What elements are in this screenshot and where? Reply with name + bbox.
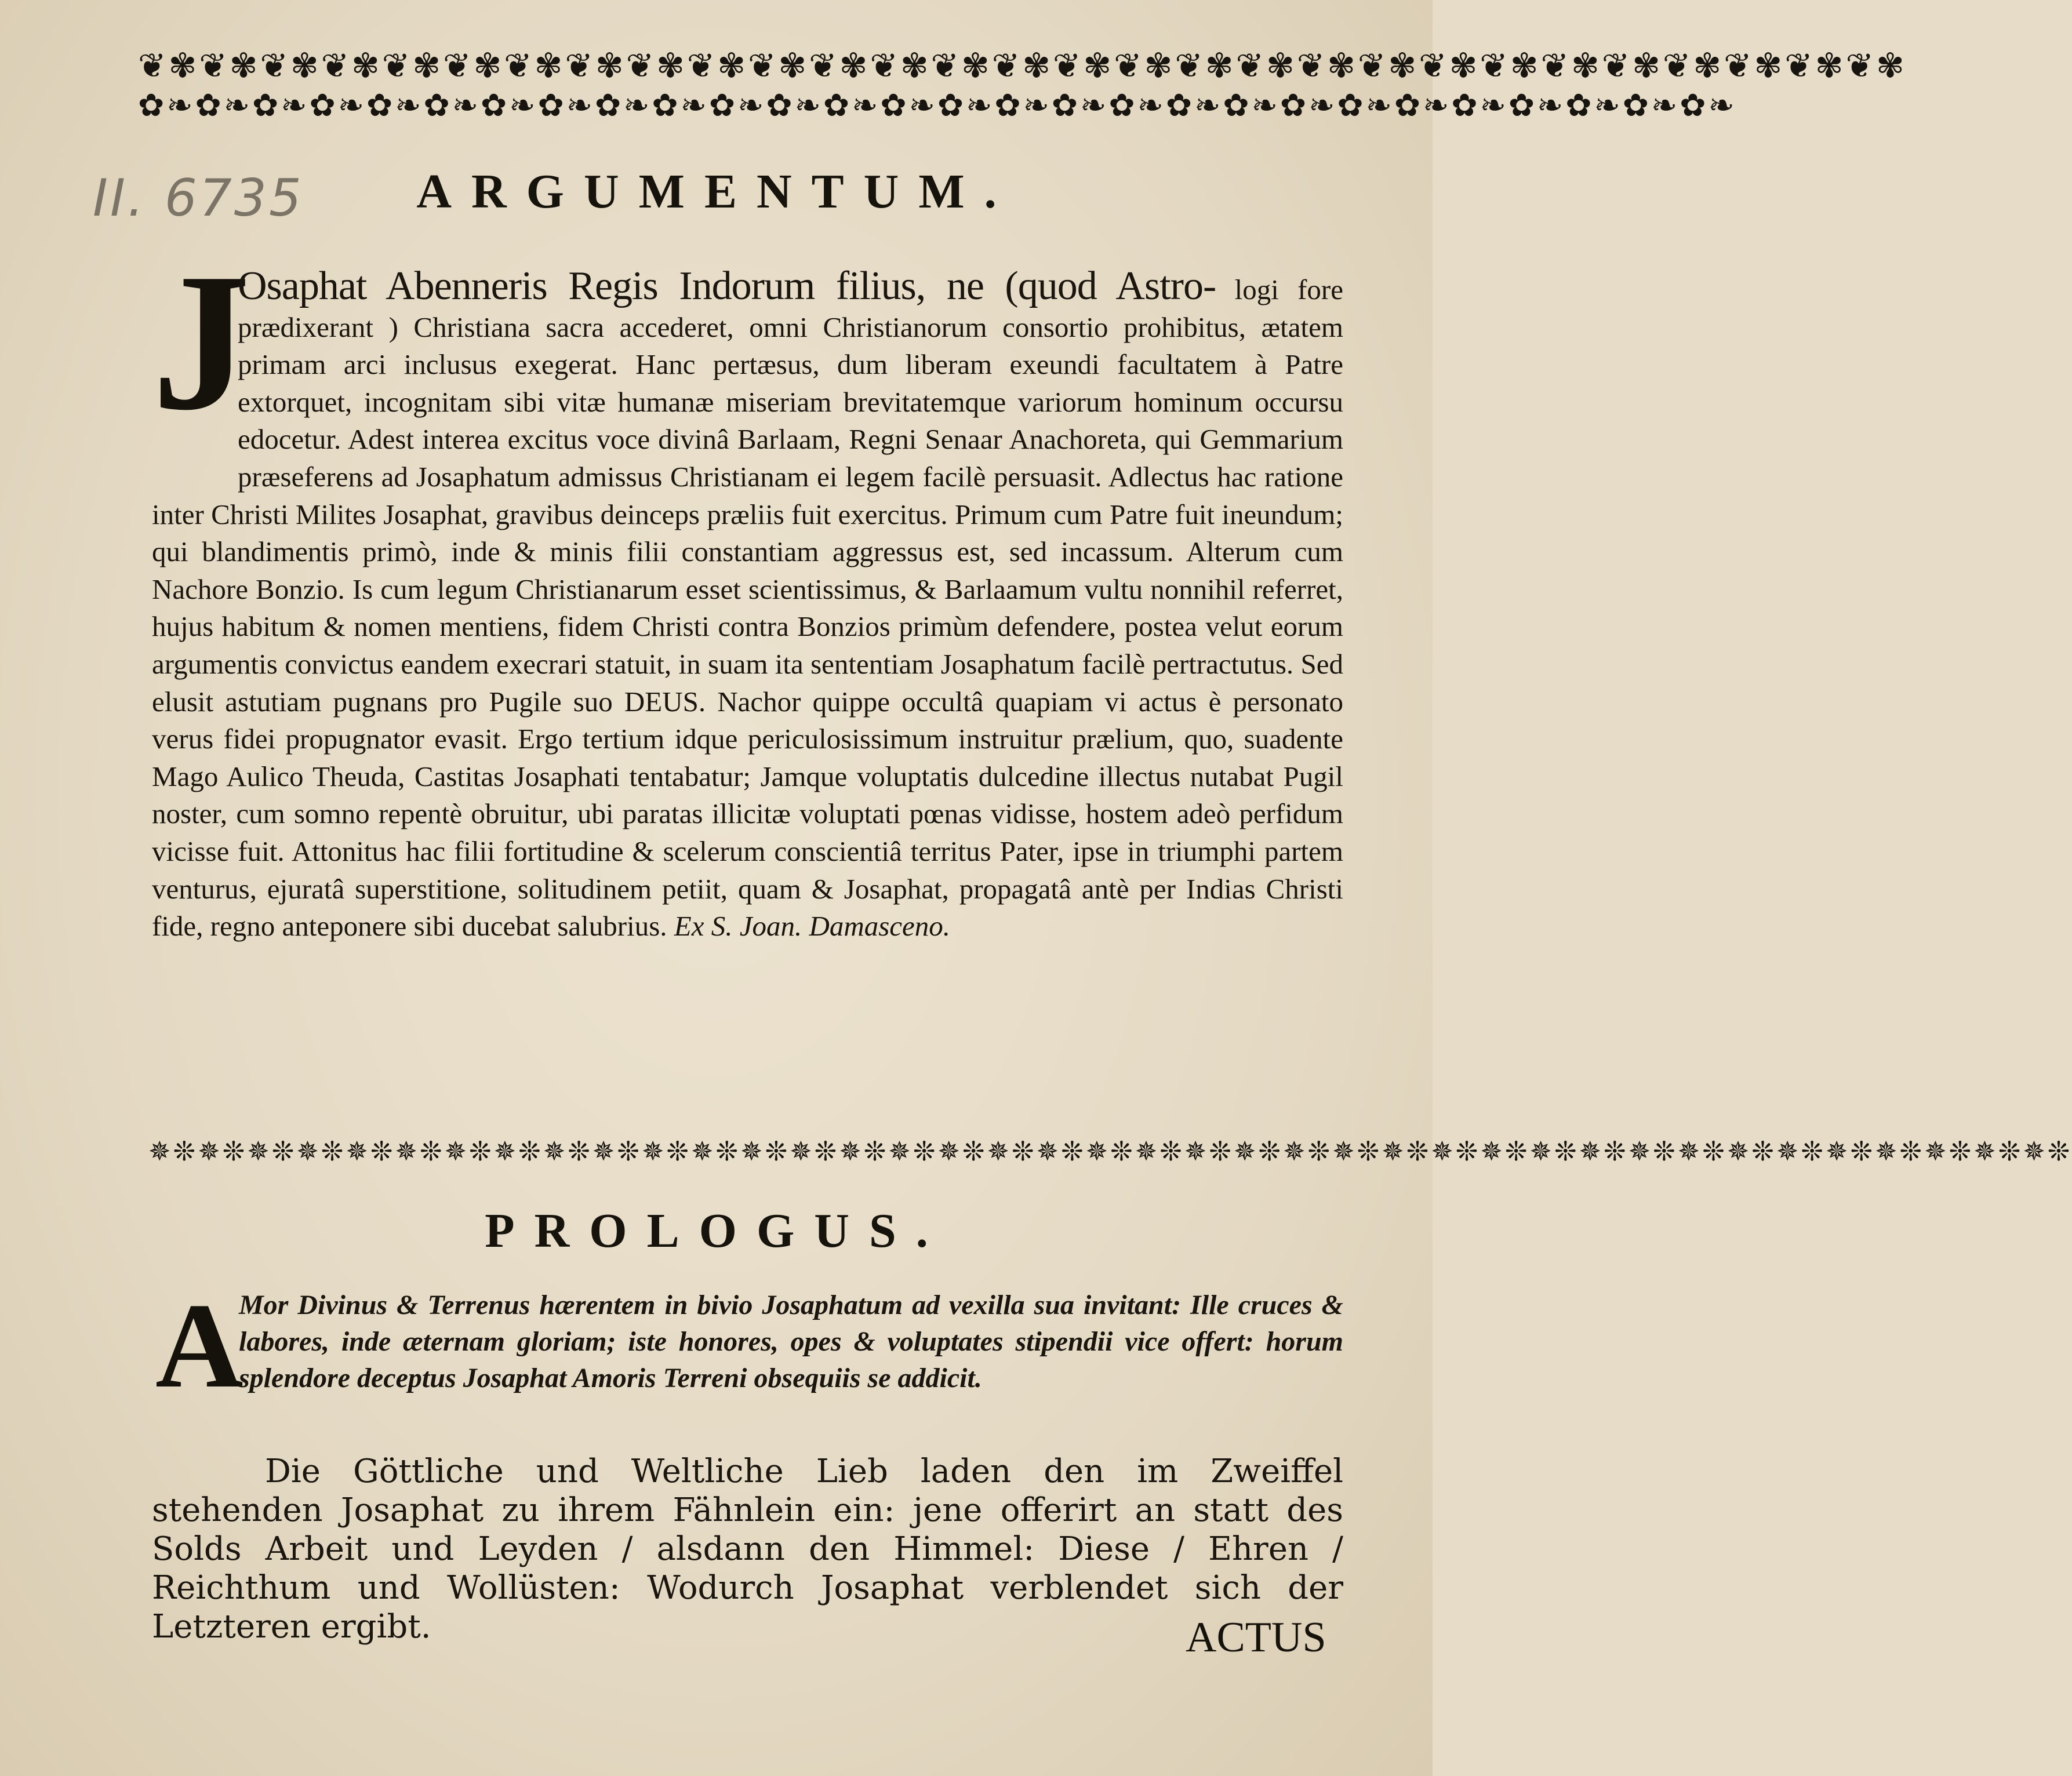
top-ornament-band: ❦✾❦✾❦✾❦✾❦✾❦✾❦✾❦✾❦✾❦✾❦✾❦✾❦✾❦✾❦✾❦✾❦✾❦✾❦✾❦✾❦✾❦✾❦✾❦✾❦✾❦✾❦✾❦✾❦✾: [138, 46, 1907, 85]
handwritten-shelfmark: II. 6735: [93, 168, 304, 228]
argumentum-lead-line: Osaphat Abenneris Regis Indorum filius, ne (quod Astro-: [238, 264, 1216, 308]
prologus-drop-cap: A: [155, 1279, 243, 1413]
second-ornament-band: ✿❧✿❧✿❧✿❧✿❧✿❧✿❧✿❧✿❧✿❧✿❧✿❧✿❧✿❧✿❧✿❧✿❧✿❧✿❧✿❧✿❧✿❧✿❧✿❧✿❧✿❧✿❧✿❧: [138, 87, 1737, 123]
argumentum-paragraph: [152, 264, 1343, 945]
argumentum-drop-cap: J: [152, 232, 250, 451]
section-divider-ornament: ✵❊✵❊✵❊✵❊✵❊✵❊✵❊✵❊✵❊✵❊✵❊✵❊✵❊✵❊✵❊✵❊✵❊✵❊✵❊✵❊✵❊✵❊✵❊✵❊✵❊✵❊✵❊✵❊✵❊✵❊✵❊✵❊✵❊✵❊✵❊✵❊✵❊✵❊✵❊: [148, 1136, 2072, 1167]
prologus-latin-text: Mor Divinus & Terrenus hærentem in bivio Josaphatum ad vexilla sua invitant: Ille cruces & labores, inde æternam gloriam; iste honores, opes & voluptates stipendii vice offert: horum splendore deceptus Josaphat Amoris Terreni obsequiis se addicit.: [239, 1290, 1343, 1393]
argumentum-heading: ARGUMENTUM.: [416, 165, 1016, 219]
prologus-latin-paragraph: [152, 1287, 1343, 1396]
prologus-heading: PROLOGUS.: [485, 1204, 948, 1258]
argumentum-body: logi fore prædixerant ) Christiana sacra accederet, omni Christianorum consortio prohibitus, ætatem primam arci inclusus exegerat. Hanc pertæsus, dum liberam exeundi facultatem à Patre extorquet, incognitam sibi vitæ humanæ miseriam brevitatemque variorum hominum occursu edocetur. Adest interea excitus voce divinâ Barlaam, Regni Senaar Anachoreta, qui Gemmarium præseferens ad Josaphatum admissus Christianam ei legem facilè persuasit. Adlectus hac ratione inter Christi Milites Josaphat, gravibus deinceps præliis fuit exercitus. Primum cum Patre fuit ineundum; qui blandimentis primò, inde & minis filii constantiam aggressus est, sed incassum. Alterum cum Nachore Bonzio. Is cum legum Christianarum esset scientissimus, & Barlaamum vultu nonnihil referret, hujus habitum & nomen mentiens, fidem Christi contra Bonzios primùm defendere, postea velut eorum argumentis convictus eandem execrari statuit, in suam ita sententiam Josaphatum facilè pertractutus. Sed elusit astutiam pugnans pro Pugile suo DEUS. Nachor quippe occultâ quapiam vi actus è personato verus fidei propugnator evasit. Ergo tertium idque periculosissimum instruitur prælium, quo, suadente Mago Aulico Theuda, Castitas Josaphati tentabatur; Jamque voluptatis dulcedine illectus nutabat Pugil noster, cum somno repentè obruitur, ubi paratas illicitæ voluptati pœnas vidisse, hostem adeò perfidum vicisse fuit. Attonitus hac filii fortitudine & scelerum conscientiâ territus Pater, ipse in triumphi partem venturus, ejuratâ superstitione, solitudinem petiit, quam & Josaphat, propagatâ antè per Indias Christi fide, regno anteponere sibi ducebat salubrius.: [152, 274, 1343, 942]
prologus-german-paragraph: Die Göttliche und Weltliche Lieb laden den im Zweiffel stehenden Josaphat zu ihrem Fähnlein ein: jene offerirt an statt des Solds Arbeit und Leyden / alsdann den Himmel: Diese / Ehren / Reichthum und Wollüsten: Wodurch Josaphat verblendet sich der Letzteren ergibt.: [152, 1453, 1343, 1646]
catchword: ACTUS: [1186, 1614, 1326, 1661]
argumentum-source: Ex S. Joan. Damasceno.: [674, 910, 951, 942]
